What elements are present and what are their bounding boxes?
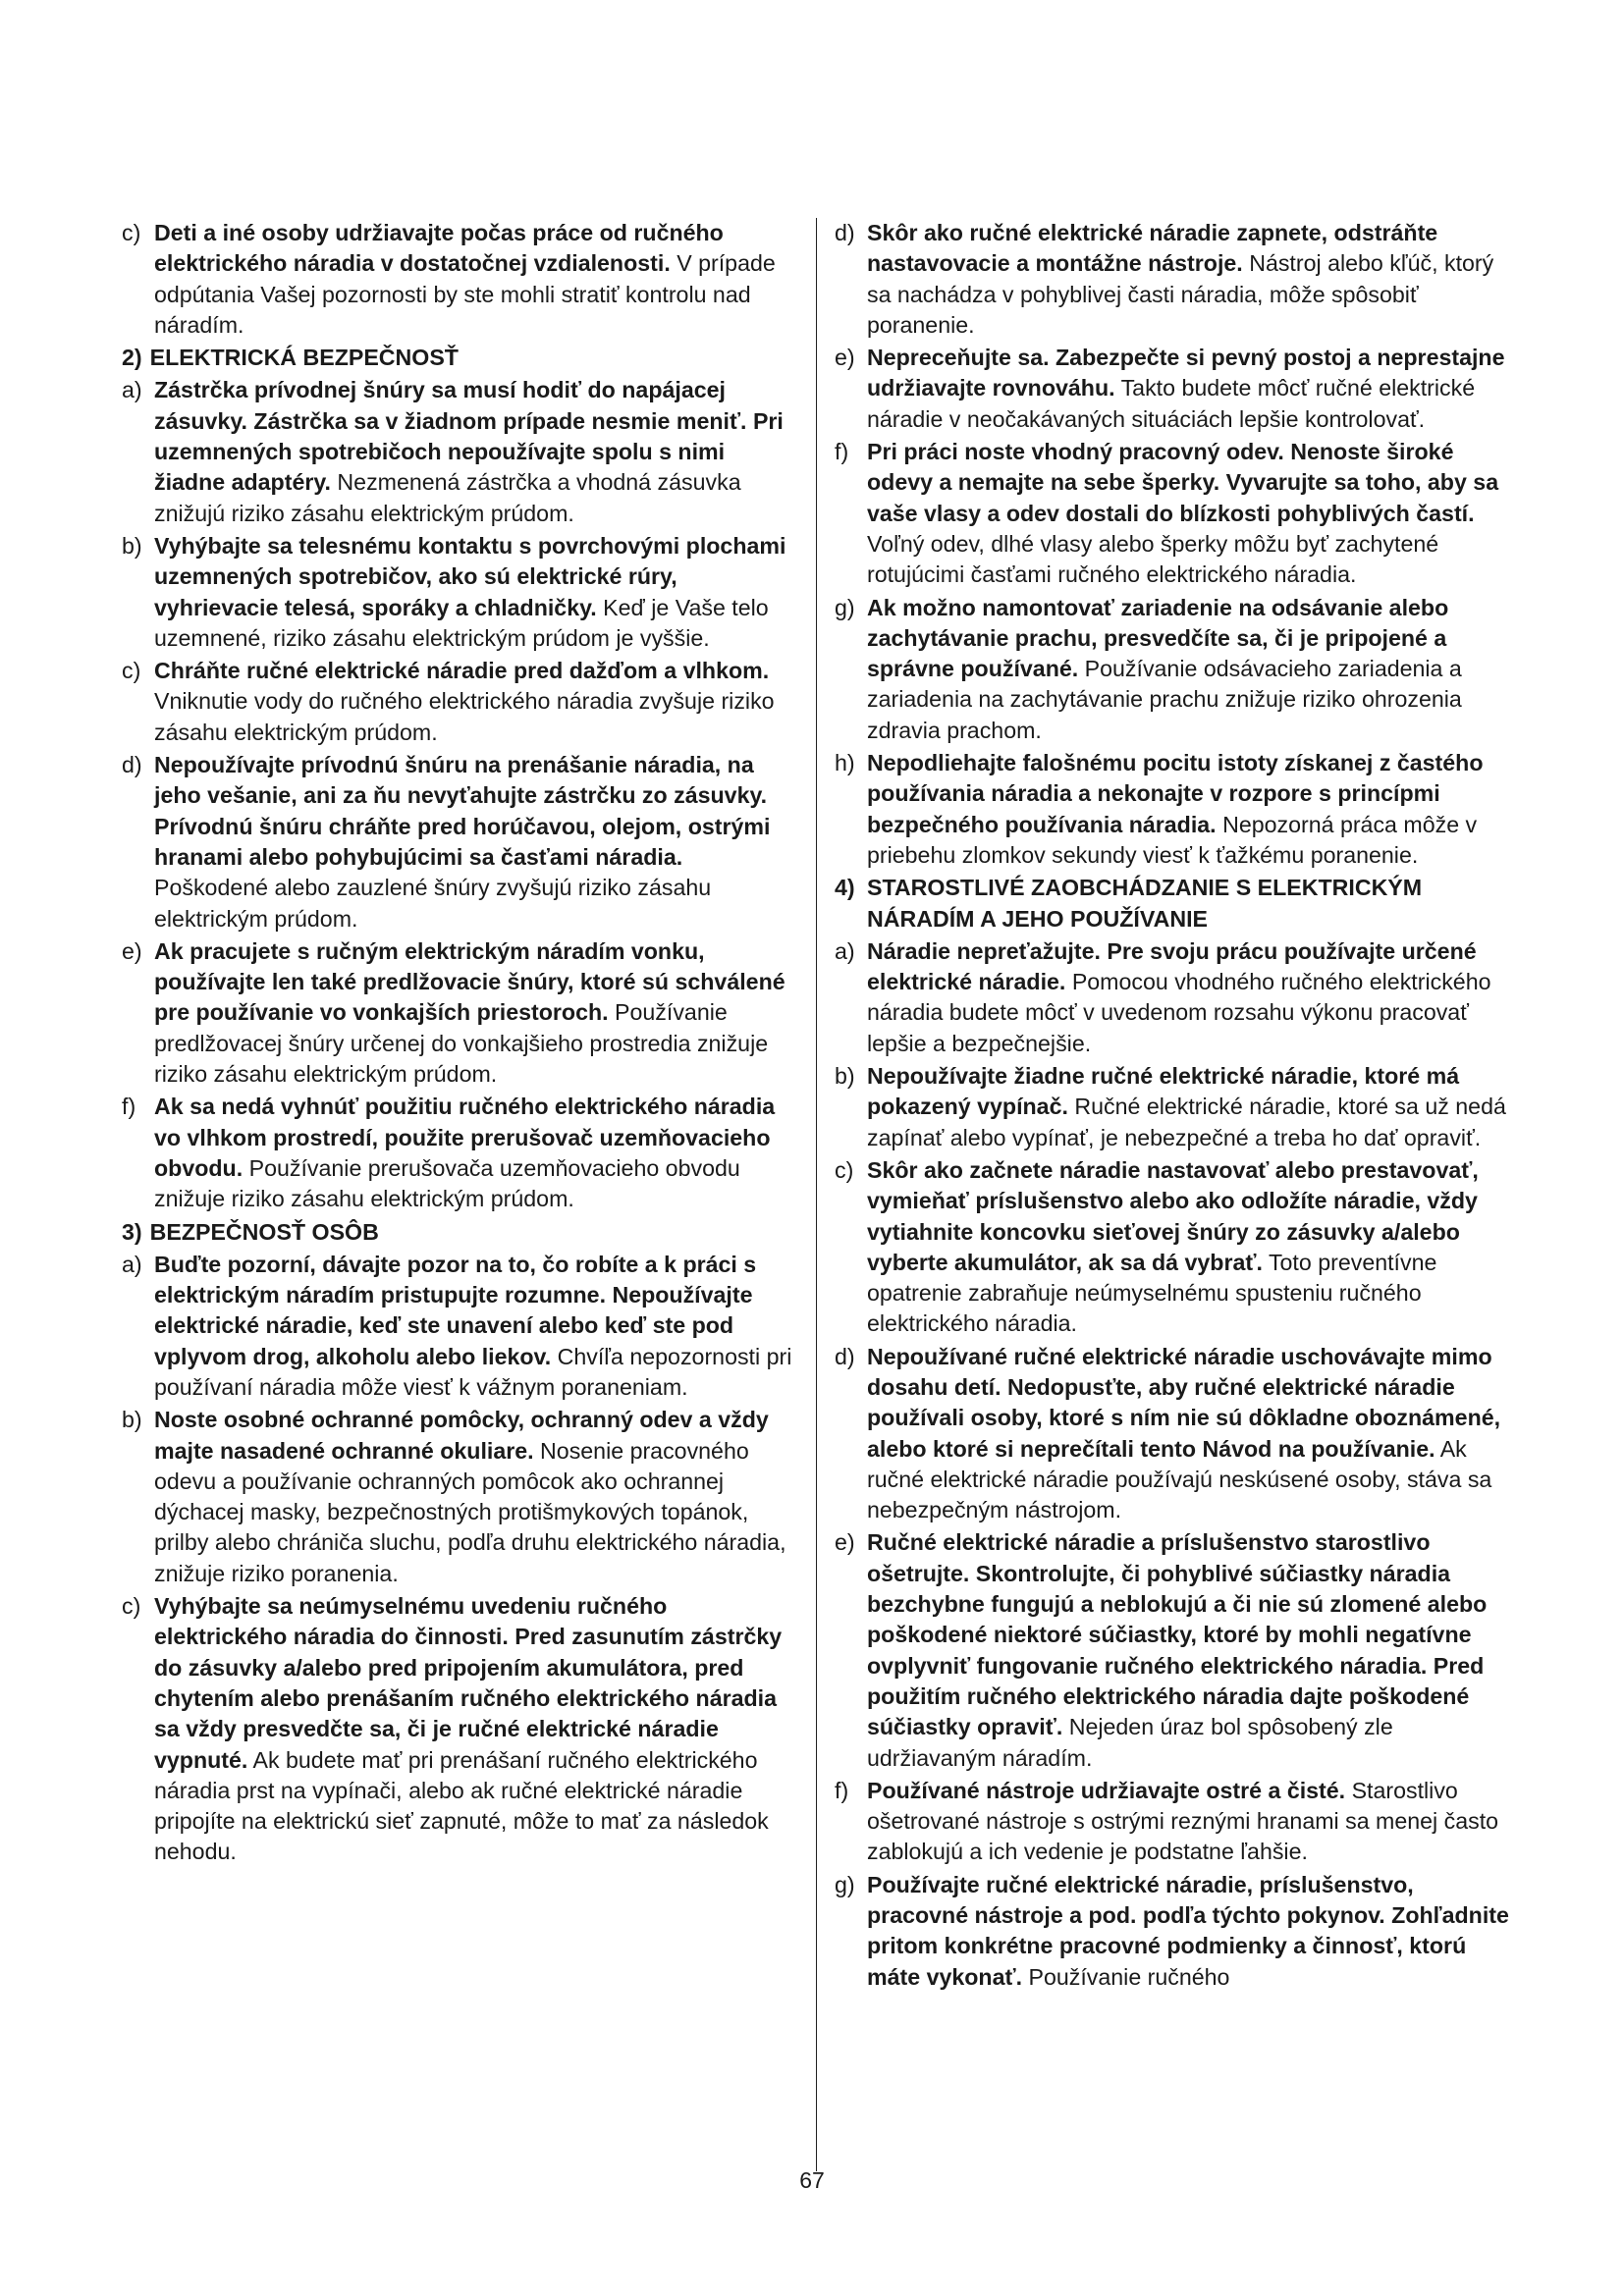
item-text: Nepozorná práca môže v priebehu zlomkov sekundy viesť k ťažkému poranenie. — [867, 811, 1478, 868]
item-text: Starostlivo ošetrované nástroje s ostrými reznými hranami sa menej často zablokujú a ich vedenie je podstatne ľahšie. — [867, 1777, 1499, 1865]
section-heading — [122, 1217, 799, 1248]
instruction-item — [122, 375, 799, 528]
item-text: Ak budete mať pri prenášaní ručného elektrického náradia prst na vypínači, alebo ak ručné elektrické náradie pripojíte na elektrickú sieť zapnuté, môže to mať za následok nehodu. — [154, 1746, 769, 1865]
item-label: f) — [122, 1094, 136, 1120]
instruction-item — [835, 1870, 1512, 1993]
item-label: a) — [835, 937, 855, 964]
instruction-item — [835, 936, 1512, 1059]
item-label: g) — [835, 1871, 855, 1897]
section-title: ELEKTRICKÁ BEZPEČNOSŤ — [149, 345, 459, 371]
item-label: h) — [835, 750, 855, 776]
item-bold-text: Ak možno namontovať zariadenie na odsávanie alebo zachytávanie prachu, presvedčíte sa, či je pripojené a správne používané. — [867, 594, 1449, 682]
item-text: Ručné elektrické náradie, ktoré sa už nedá zapínať alebo vypínať, je nebezpečné a treba ho dať opraviť. — [867, 1094, 1506, 1150]
item-label: e) — [122, 937, 142, 964]
item-text: V prípade odpútania Vašej pozornosti by ste mohli stratiť kontrolu nad náradím. — [154, 250, 776, 338]
section-heading — [122, 343, 799, 373]
item-text: Nezmenená zástrčka a vhodná zásuvka znižujú riziko zásahu elektrickým prúdom. — [154, 469, 741, 526]
instruction-item — [122, 218, 799, 341]
section-number: 2) — [122, 345, 142, 371]
item-label: e) — [835, 345, 855, 371]
item-bold-text: Zástrčka prívodnej šnúry sa musí hodiť do napájacej zásuvky. Zástrčka sa v žiadnom prípade nesmie meniť. Pri uzemnených spotrebičoch nepoužívajte spolu s nimi žiadne adaptéry. — [154, 377, 784, 496]
item-text: Nejeden úraz bol spôsobený zle udržiavaným náradím. — [867, 1714, 1393, 1771]
item-bold-text: Vyhýbajte sa neúmyselnému uvedeniu ručného elektrického náradia do činnosti. Pred zasunutím zástrčky do zásuvky a/alebo pred pripojením akumulátora, pred chytením alebo prenášaním ručného elektrického náradia sa vždy presvedčte sa, či je ručné elektrické náradie vypnuté. — [154, 1593, 783, 1773]
item-bold-text: Nepreceňujte sa. Zabezpečte si pevný postoj a neprestajne udržiavajte rovnováhu. — [867, 345, 1505, 401]
item-bold-text: Používajte ručné elektrické náradie, príslušenstvo, pracovné nástroje a pod. podľa týchto pokynov. Zohľadnite pritom konkrétne pracovné podmienky a činnosť, ktorú máte vykonať. — [867, 1871, 1509, 1990]
instruction-item — [835, 748, 1512, 871]
item-label: f) — [835, 439, 849, 465]
item-label: g) — [835, 594, 855, 620]
page-number: 67 — [799, 2167, 825, 2193]
item-label: f) — [835, 1777, 849, 1803]
item-bold-text: Používané nástroje udržiavajte ostré a čisté. — [867, 1777, 1346, 1803]
item-bold-text: Nepoužívané ručné elektrické náradie uschovávajte mimo dosahu detí. Nedopusťte, aby ručné elektrické náradie používali osoby, ktoré s ním nie sú dôkladne oboznámené, alebo ktoré si neprečítali tento Návod na používanie. — [867, 1343, 1501, 1462]
item-bold-text: Pri práci noste vhodný pracovný odev. Nenoste široké odevy a nemajte na sebe šperky. Vyvarujte sa toho, aby sa vaše vlasy a odev dostali do blízkosti pohyblivých častí. — [867, 439, 1499, 526]
instruction-item — [835, 593, 1512, 746]
instruction-item — [835, 218, 1512, 341]
section-heading — [835, 873, 1512, 934]
item-text: Keď je Vaše telo uzemnené, riziko zásahu elektrickým prúdom je vyššie. — [154, 594, 769, 651]
right-column — [835, 218, 1512, 1995]
instruction-item — [835, 437, 1512, 590]
instruction-item — [835, 1155, 1512, 1340]
item-text: Používanie prerušovača uzemňovacieho obvodu znižuje riziko zásahu elektrickým prúdom. — [154, 1154, 740, 1212]
item-text: Nástroj alebo kľúč, ktorý sa nachádza v pohyblivej časti náradia, môže spôsobiť poranenie. — [867, 250, 1494, 338]
item-label: c) — [122, 658, 141, 684]
instruction-item — [122, 656, 799, 748]
item-bold-text: Skôr ako začnete náradie nastavovať alebo prestavovať, vymieňať príslušenstvo alebo ako odložíte náradie, vždy vytiahnite koncovku sieťovej šnúry zo zásuvky a/alebo vyberte akumulátor, ak sa dá vybrať. — [867, 1156, 1479, 1275]
column-divider — [816, 218, 817, 2171]
instruction-item — [122, 936, 799, 1090]
item-label: b) — [122, 532, 142, 559]
item-bold-text: Nepoužívajte žiadne ručné elektrické náradie, ktoré má pokazený vypínač. — [867, 1063, 1460, 1120]
item-label: b) — [835, 1063, 855, 1090]
item-text: Používanie odsávacieho zariadenia a zariadenia na zachytávanie prachu znižuje riziko ohrozenia zdravia prachom. — [867, 656, 1462, 743]
instruction-item — [122, 750, 799, 934]
item-bold-text: Skôr ako ručné elektrické náradie zapnete, odstráňte nastavovacie a montážne nástroje. — [867, 220, 1438, 277]
item-bold-text: Nepodliehajte falošnému pocitu istoty získanej z častého používania náradia a nekonajte v rozpore s princípmi bezpečného používania náradia. — [867, 750, 1484, 837]
item-bold-text: Vyhýbajte sa telesnému kontaktu s povrchovými plochami uzemnených spotrebičov, ako sú elektrické rúry, vyhrievacie telesá, sporáky a chladničky. — [154, 532, 786, 620]
item-text: Nosenie pracovného odevu a používanie ochranných pomôcok ako ochrannej dýchacej masky, bezpečnostných protišmykových topánok, prilby alebo chrániča sluchu, podľa druhu elektrického náradia, znižuje riziko poranenia. — [154, 1437, 786, 1586]
instruction-item — [835, 1527, 1512, 1773]
instruction-item — [835, 1776, 1512, 1868]
item-text: Ak ručné elektrické náradie používajú neskúsené osoby, stáva sa nebezpečným nástrojom. — [867, 1435, 1492, 1523]
section-number: 3) — [122, 1218, 142, 1245]
item-bold-text: Noste osobné ochranné pomôcky, ochranný odev a vždy majte nasadené ochranné okuliare. — [154, 1407, 769, 1464]
item-bold-text: Chráňte ručné elektrické náradie pred dažďom a vlhkom. — [154, 658, 770, 684]
item-text: Chvíľa nepozornosti pri používaní náradia môže viesť k vážnym poraneniam. — [154, 1343, 792, 1400]
item-text: Voľný odev, dlhé vlasy alebo šperky môžu byť zachytené rotujúcimi časťami ručného elektrického náradia. — [867, 530, 1439, 588]
item-label: a) — [122, 377, 142, 403]
item-label: d) — [122, 752, 142, 778]
item-label: e) — [835, 1529, 855, 1556]
item-text: Toto preventívne opatrenie zabraňuje neúmyselnému spusteniu ručného elektrického náradia. — [867, 1249, 1437, 1337]
item-bold-text: Ak sa nedá vyhnúť použitiu ručného elektrického náradia vo vlhkom prostredí, použite prerušovač uzemňovacieho obvodu. — [154, 1094, 776, 1181]
item-bold-text: Ak pracujete s ručným elektrickým náradím vonku, používajte len také predlžovacie šnúry, ktoré sú schválené pre používanie vo vonkajších priestoroch. — [154, 937, 785, 1026]
item-bold-text: Deti a iné osoby udržiavajte počas práce od ručného elektrického náradia v dostatočnej vzdialenosti. — [154, 220, 724, 277]
instruction-item — [122, 1591, 799, 1868]
instruction-item — [122, 1405, 799, 1589]
item-bold-text: Ručné elektrické náradie a príslušenstvo starostlivo ošetrujte. Skontrolujte, či pohyblivé súčiastky náradia bezchybne fungujú a neblokujú a či nie sú zlomené alebo poškodené niektoré súčiastky, ktoré by mohli negatívne ovplyvniť fungovanie ručného elektrického náradia. Pred použitím ručného elektrického náradia dajte poškodené súčiastky opraviť. — [867, 1529, 1488, 1740]
instruction-item — [122, 531, 799, 654]
item-label: b) — [122, 1407, 142, 1433]
item-bold-text: Buďte pozorní, dávajte pozor na to, čo robíte a k práci s elektrickým náradím pristupujte rozumne. Nepoužívajte elektrické náradie, keď ste unavení alebo keď ste pod vplyvom drog, alkoholu alebo liekov. — [154, 1251, 757, 1369]
section-number: 4) — [835, 875, 855, 901]
item-text: Pomocou vhodného ručného elektrického náradia budete môcť v uvedenom rozsahu výkonu pracovať lepšie a bezpečnejšie. — [867, 969, 1491, 1056]
item-text: Používanie ručného — [1022, 1963, 1230, 1990]
instruction-item — [122, 1092, 799, 1214]
item-label: c) — [122, 220, 141, 245]
item-text: Používanie predlžovacej šnúry určenej do vonkajšieho prostredia znižuje riziko zásahu elektrickým prúdom. — [154, 999, 769, 1088]
item-label: d) — [835, 220, 855, 245]
item-bold-text: Náradie nepreťažujte. Pre svoju prácu používajte určené elektrické náradie. — [867, 937, 1477, 995]
item-label: c) — [835, 1156, 854, 1183]
left-column — [122, 218, 799, 1870]
instruction-item — [835, 343, 1512, 435]
item-bold-text: Nepoužívajte prívodnú šnúru na prenášanie náradia, na jeho vešanie, ani za ňu nevyťahujte zástrčku zo zásuvky. Prívodnú šnúru chráňte pred horúčavou, olejom, ostrými hranami alebo pohybujúcimi sa časťami náradia. — [154, 752, 771, 870]
instruction-item — [835, 1342, 1512, 1526]
item-text: Takto budete môcť ručné elektrické náradie v neočakávaných situáciách lepšie kontrolovať. — [867, 375, 1476, 432]
item-label: a) — [122, 1251, 142, 1277]
instruction-item — [835, 1061, 1512, 1153]
section-title: BEZPEČNOSŤ OSÔB — [149, 1218, 379, 1245]
instruction-item — [122, 1250, 799, 1403]
item-text: Poškodené alebo zauzlené šnúry zvyšujú riziko zásahu elektrickým prúdom. — [154, 875, 712, 932]
section-title: STAROSTLIVÉ ZAOBCHÁDZANIE S ELEKTRICKÝM NÁRADÍM A JEHO POUŽÍVANIE — [867, 875, 1423, 932]
item-label: d) — [835, 1343, 855, 1369]
item-text: Vniknutie vody do ručného elektrického náradia zvyšuje riziko zásahu elektrickým prúdom. — [154, 688, 775, 745]
item-label: c) — [122, 1593, 141, 1620]
